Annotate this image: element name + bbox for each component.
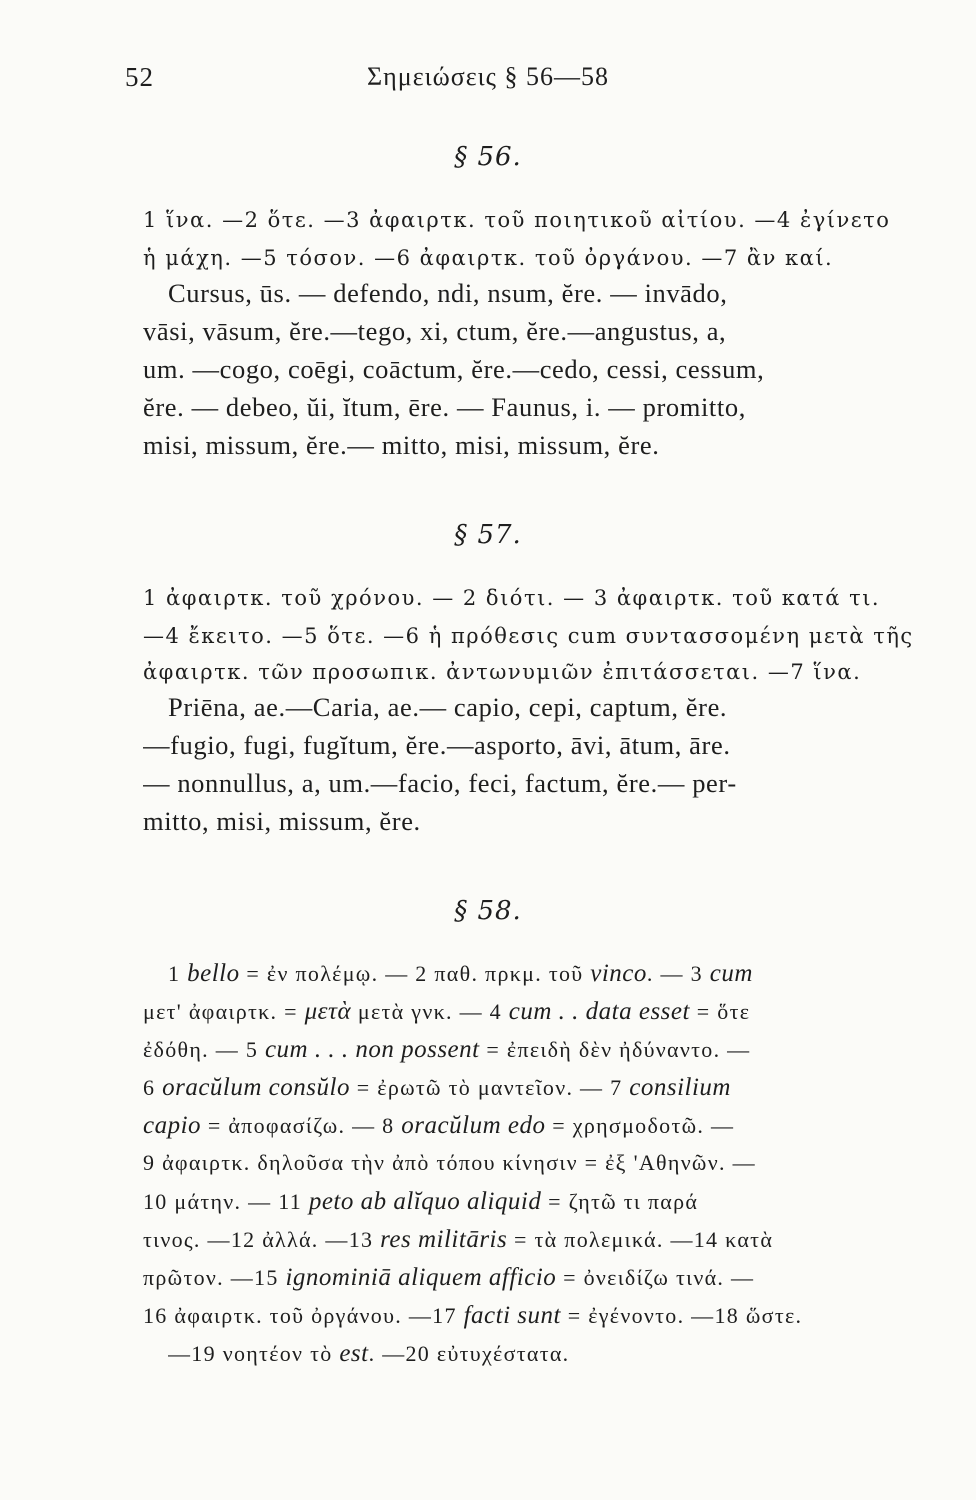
text-line: 10 μάτην. — 11 peto ab alĭquo aliquid = ζητῶ τι παρά [143,1188,699,1215]
text-line: —fugio, fugi, fugĭtum, ĕre.—asporto, āvi, ātum, āre. [143,730,731,760]
page-number: 52 [125,62,154,92]
text-line: 1 ἵνα. —2 ὅτε. —3 ἀφαιρτκ. τοῦ ποιητικοῦ αἰτίου. —4 ἐγίνετο [143,208,891,232]
text-line: capio = ἀποφασίζω. — 8 oracŭlum edo = χρησμοδοτῶ. — [143,1112,735,1139]
text-line: mitto, misi, missum, ĕre. [143,806,421,836]
page-header [0,62,976,102]
running-title: Σημειώσεις § 56—58 [367,62,609,91]
text-line: Priēna, ae.—Caria, ae.— capio, cepi, captum, ĕre. [168,692,728,722]
section-heading-56: § 56. [454,142,522,172]
text-line: ĕre. — debeo, ŭi, ĭtum, ēre. — Faunus, i. — promitto, [143,392,746,422]
text-line: πρῶτον. —15 ignominiā aliquem afficio = ὀνειδίζω τινά. — [143,1264,755,1291]
text-line: Cursus, ūs. — defendo, ndi, nsum, ĕre. — invādo, [168,278,728,308]
section-heading-58: § 58. [454,896,522,926]
text-line: misi, missum, ĕre.— mitto, misi, missum, ĕre. [143,430,660,460]
text-line: 6 oracŭlum consŭlo = ἐρωτῶ τὸ μαντεῖον. — 7 consilium [143,1074,731,1101]
text-line: ἐδόθη. — 5 cum . . . non possent = ἐπειδὴ δὲν ἠδύναντο. — [143,1036,751,1063]
text-line: 16 ἀφαιρτκ. τοῦ ὀργάνου. —17 facti sunt = ἐγένοντο. —18 ὥστε. [143,1302,803,1329]
section-heading-57: § 57. [454,520,522,550]
text-line: 1 ἀφαιρτκ. τοῦ χρόνου. — 2 διότι. — 3 ἀφαιρτκ. τοῦ κατά τι. [143,586,881,610]
text-line: μετ' ἀφαιρτκ. = μετὰ μετὰ γνκ. — 4 cum . . data esset = ὅτε [143,998,751,1025]
text-line: vāsi, vāsum, ĕre.—tego, xi, ctum, ĕre.—angustus, a, [143,316,727,346]
text-line: ἀφαιρτκ. τῶν προσωπικ. ἀντωνυμιῶν ἐπιτάσσεται. —7 ἵνα. [143,660,862,684]
text-line: 9 ἀφαιρτκ. δηλοῦσα τὴν ἀπὸ τόπου κίνησιν = ἐξ 'Αθηνῶν. — [143,1150,756,1175]
text-line: —19 νοητέον τὸ est. —20 εὐτυχέστατα. [168,1340,570,1367]
text-line: ἡ μάχη. —5 τόσον. —6 ἀφαιρτκ. τοῦ ὀργάνου. —7 ἂν καί. [143,246,834,270]
text-line: τινος. —12 ἀλλά. —13 res militāris = τὰ πολεμικά. —14 κατὰ [143,1226,774,1253]
text-line: um. —cogo, coēgi, coāctum, ĕre.—cedo, cessi, cessum, [143,354,765,384]
text-line: 1 bello = ἐν πολέμῳ. — 2 παθ. πρκμ. τοῦ vinco. — 3 cum [168,960,753,987]
text-line: — nonnullus, a, um.—facio, feci, factum, ĕre.— per- [143,768,737,798]
text-line: —4 ἔκειτο. —5 ὅτε. —6 ἡ πρόθεσις cum συντασσομένη μετὰ τῆς [143,624,914,648]
